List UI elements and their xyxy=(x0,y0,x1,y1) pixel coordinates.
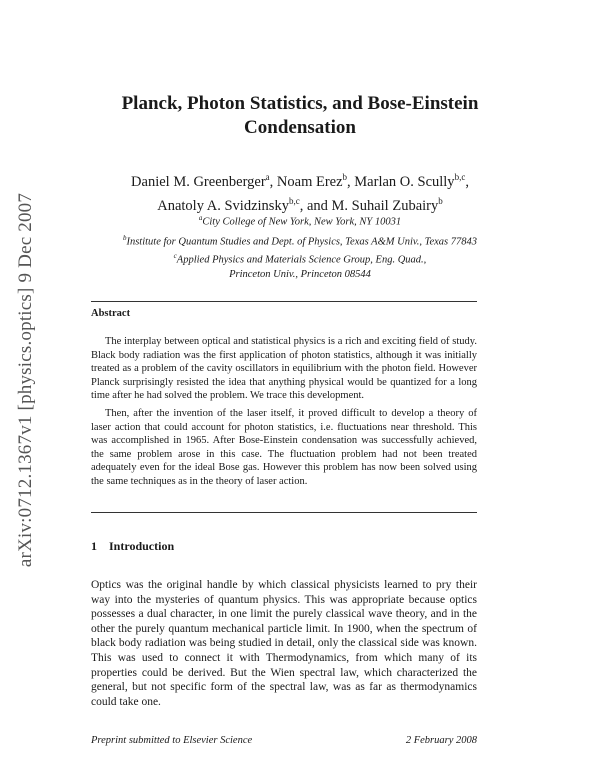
abstract-paragraph-1: The interplay between optical and statistical physics is a rich and exciting field of study. Black body radiation was the first application of photon statistics, although it was initially treated as a problem of the cavity oscillators in equilibrium with the photon field. However Planck surprisingly resisted the idea that anything physical would be quantized for a long time after he had solved the problem. We trace this development. xyxy=(91,336,477,402)
author-name: Anatoly A. Svidzinsky xyxy=(157,197,289,214)
paper-title xyxy=(80,92,520,140)
footer-preprint-note: Preprint submitted to Elsevier Science xyxy=(91,735,253,746)
arxiv-identifier xyxy=(13,175,39,585)
author-list xyxy=(80,168,520,216)
abstract-bottom-rule xyxy=(91,512,477,513)
affiliation-c: $^c$Applied Physics and Materials Science Group, Eng. Quad., Princeton Univ., Princeton 08544 xyxy=(173,252,427,280)
author-line-1: Daniel M. Greenberger$^a$, Noam Erez$^b$, Marlan O. Scully$^{b,c}$, xyxy=(131,172,469,190)
section-number: 1 xyxy=(91,539,97,553)
author-affil-mark: b,c xyxy=(454,172,466,182)
abstract-top-rule xyxy=(91,301,477,302)
author-name: M. Suhail Zubairy xyxy=(331,197,439,214)
section-title: Introduction xyxy=(109,539,175,553)
arxiv-identifier-text: arXiv:0712.1367v1 [physics.optics] 9 Dec 2007 xyxy=(15,192,37,568)
abstract-paragraph-2: Then, after the invention of the laser itself, it proved difficult to develop a theory of laser action that could account for photon statistics, i.e. fluctuations near threshold. This was accomplished in 1965. After Bose-Einstein condensation was successfully achieved, the same problem arose in this case. The fluctuation problem had not been treated adequately even for the ideal Bose gas. However this problem has now been solved using the same techniques as in the theory of laser action. xyxy=(91,407,477,487)
title-line-1: Planck, Photon Statistics, and Bose-Einstein xyxy=(121,93,479,114)
introduction-paragraph: Optics was the original handle by which classical physicists learned to pry their way into the mysteries of quantum physics. This was appropriate because optics possesses a dual character, in one limit the purely classical wave theory, and in the other the purely quantum mechanical particle limit. In 1900, when the spectrum of black body radiation was being studied in detail, only the classical side was known. This was used to connect it with Thermodynamics, from which many of its properties could be derived. But the Wien spectral law, which characterized the general, but not specific form of the spectral law, was as far as thermodynamics could take one. xyxy=(91,579,477,708)
author-name: Noam Erez xyxy=(276,173,343,190)
author-name: Daniel M. Greenberger xyxy=(131,173,266,190)
author-affil-mark: a xyxy=(265,172,270,182)
author-name: Marlan O. Scully xyxy=(354,173,455,190)
author-line-2: Anatoly A. Svidzinsky$^{b,c}$, and M. Suhail Zubairy$^b$ xyxy=(157,195,443,214)
author-affil-mark: b xyxy=(342,172,348,182)
title-line-2: Condensation xyxy=(244,117,356,138)
page-footer xyxy=(91,735,477,746)
section-heading-introduction xyxy=(91,539,174,554)
author-affil-mark: b,c xyxy=(288,195,300,206)
affiliation-b: $^b$Institute for Quantum Studies and Dept. of Physics, Texas A&M Univ., Texas 77843 xyxy=(122,234,478,248)
introduction-body xyxy=(91,578,477,709)
author-affil-mark: b xyxy=(438,195,443,206)
affiliation-a: $^a$City College of New York, New York, NY 10031 xyxy=(198,214,402,228)
abstract-body xyxy=(91,335,477,493)
footer-date: 2 February 2008 xyxy=(405,735,477,746)
abstract-heading: Abstract xyxy=(91,308,131,319)
